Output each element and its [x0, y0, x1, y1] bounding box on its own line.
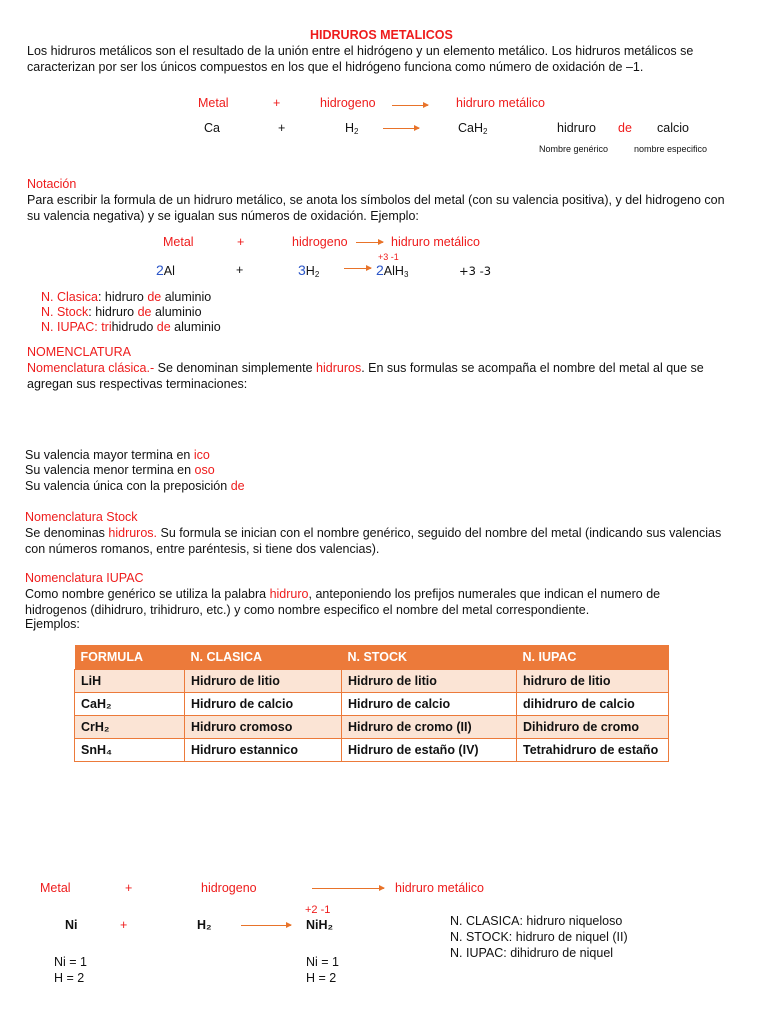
- header-formula: FORMULA: [75, 645, 185, 670]
- valencia-menor: Su valencia menor termina en oso: [25, 463, 215, 477]
- stock-text: Se denominas hidruros. Su formula se inician con el nombre genérico, seguido del nombre del metal (indicando sus valencias con números romanos, entre paréntesis, si tiene dos valencias).: [25, 526, 722, 556]
- eq1-plus: +: [273, 96, 281, 110]
- eq3-plus-b: +: [120, 918, 128, 932]
- name-stock: N. Stock: hidruro de aluminio: [41, 305, 202, 319]
- name-clasica: N. Clasica: hidruro de aluminio: [41, 290, 212, 304]
- eq2-arrow: [344, 268, 371, 269]
- eq2-hidrogeno: hidrogeno: [292, 235, 348, 249]
- eq1-name-calcio: calcio: [657, 121, 689, 135]
- cell-clasica: Hidruro de calcio: [185, 693, 342, 716]
- notacion-text: Para escribir la formula de un hidruro metálico, se anota los símbolos del metal (con su valencia positiva), y del hidrogeno con su valencia negativa) y se igualan sus números de oxidación. Ejemplo:: [27, 193, 725, 223]
- iupac-heading: Nomenclatura IUPAC: [25, 571, 144, 585]
- cell-clasica: Hidruro de litio: [185, 670, 342, 693]
- eq3-h-count-2: H = 2: [306, 971, 337, 985]
- eq1-product: hidruro metálico: [456, 96, 545, 110]
- cell-formula: CrH₂: [75, 716, 185, 739]
- eq1-name-de: de: [618, 121, 632, 135]
- table-row: [75, 693, 669, 716]
- header-iupac: N. IUPAC: [517, 645, 669, 670]
- eq2-arrow-top: [356, 242, 383, 243]
- valencia-mayor: Su valencia mayor termina en ico: [25, 448, 210, 462]
- table-row: [75, 739, 669, 762]
- eq3-arrow-top: [312, 888, 384, 889]
- eq1-arrow-top: [392, 105, 428, 106]
- eq2-h2: $3H_2$: [298, 262, 320, 279]
- cell-stock: Hidruro de cromo (II): [342, 716, 517, 739]
- eq2-metal: Metal: [163, 235, 194, 249]
- eq1-name-hidruro: hidruro: [557, 121, 596, 135]
- eq1-ca: Ca: [204, 121, 220, 135]
- nomenclatura-clasica-text: Nomenclatura clásica.- Se denominan simplemente hidruros. En sus formulas se acompaña el nombre del metal al que se agregan sus respectivas terminaciones:: [27, 361, 704, 391]
- eq2-oxidation-sum: +3 -3: [459, 264, 492, 278]
- header-clasica: N. CLASICA: [185, 645, 342, 670]
- cell-iupac: hidruro de litio: [517, 670, 669, 693]
- eq1-plus-b: +: [278, 121, 286, 135]
- cell-formula: CaH₂: [75, 693, 185, 716]
- iupac-text: Como nombre genérico se utiliza la palabra hidruro, anteponiendo los prefijos numerales que indican el numero de hidrogenos (dihidruro, trihidruro, etc.) y como nombre especifico el nombre del metal correspondiente.: [25, 587, 661, 617]
- specific-name-label: nombre especifico: [634, 144, 708, 154]
- eq3-arrow: [241, 925, 291, 926]
- ejemplos-label: Ejemplos:: [25, 617, 80, 631]
- table-header-row: [75, 645, 669, 670]
- eq3-h-count: H = 2: [54, 971, 85, 985]
- eq2-alh3: 2AlH$_3$: [376, 262, 409, 279]
- cell-clasica: Hidruro estannico: [185, 739, 342, 762]
- eq2-product: hidruro metálico: [391, 235, 480, 249]
- stock-heading: Nomenclatura Stock: [25, 510, 138, 524]
- eq1-h2: $H_2$: [345, 121, 359, 136]
- notacion-heading: Notación: [27, 177, 77, 191]
- eq3-name-iupac: N. IUPAC: dihidruro de niquel: [450, 946, 614, 960]
- eq1-metal: Metal: [198, 96, 229, 110]
- cell-iupac: dihidruro de calcio: [517, 693, 669, 716]
- eq3-metal: Metal: [40, 881, 71, 895]
- valencia-unica: Su valencia única con la preposición de: [25, 479, 245, 493]
- eq3-ni-count: Ni = 1: [54, 955, 88, 969]
- eq3-name-stock: N. STOCK: hidruro de niquel (II): [450, 930, 628, 944]
- eq3-product: hidruro metálico: [395, 881, 484, 895]
- cell-stock: Hidruro de litio: [342, 670, 517, 693]
- cell-iupac: Tetrahidruro de estaño: [517, 739, 669, 762]
- eq2-plus: +: [237, 235, 245, 249]
- cell-formula: LiH: [75, 670, 185, 693]
- eq3-ni: Ni: [65, 918, 78, 932]
- intro-paragraph: Los hidruros metálicos son el resultado de la unión entre el hidrógeno y un elemento metálico. Los hidruros metálicos se caracterizan por ser los únicos compuestos en los que el hidrógeno funciona como número de oxidación de –1.: [27, 44, 694, 74]
- eq2-al: 2Al: [156, 262, 175, 278]
- eq3-h2: H₂: [197, 918, 212, 932]
- eq1-cah2: CaH$_2$: [458, 121, 488, 136]
- cell-formula: SnH₄: [75, 739, 185, 762]
- name-iupac: N. IUPAC: trihidrudo de aluminio: [41, 320, 221, 334]
- eq3-hidrogeno: hidrogeno: [201, 881, 257, 895]
- page-title: HIDRUROS METALICOS: [310, 28, 453, 42]
- eq3-ni-count-2: Ni = 1: [306, 955, 340, 969]
- cell-clasica: Hidruro cromoso: [185, 716, 342, 739]
- eq3-nih2: NiH₂: [306, 918, 334, 932]
- cell-stock: Hidruro de calcio: [342, 693, 517, 716]
- header-stock: N. STOCK: [342, 645, 517, 670]
- table-row: [75, 716, 669, 739]
- hydrides-table: [74, 645, 669, 762]
- table-row: [75, 670, 669, 693]
- eq3-plus: +: [125, 881, 133, 895]
- eq3-oxidation: +2 -1: [305, 904, 331, 916]
- eq1-hidrogeno: hidrogeno: [320, 96, 376, 110]
- cell-stock: Hidruro de estaño (IV): [342, 739, 517, 762]
- cell-iupac: Dihidruro de cromo: [517, 716, 669, 739]
- nomenclatura-heading: NOMENCLATURA: [27, 345, 131, 359]
- generic-name-label: Nombre genérico: [539, 144, 609, 154]
- eq2-plus-b: +: [236, 263, 244, 277]
- eq2-oxidation: +3 -1: [378, 252, 399, 262]
- eq1-arrow: [383, 128, 419, 129]
- eq3-name-clasica: N. CLASICA: hidruro niqueloso: [450, 914, 623, 928]
